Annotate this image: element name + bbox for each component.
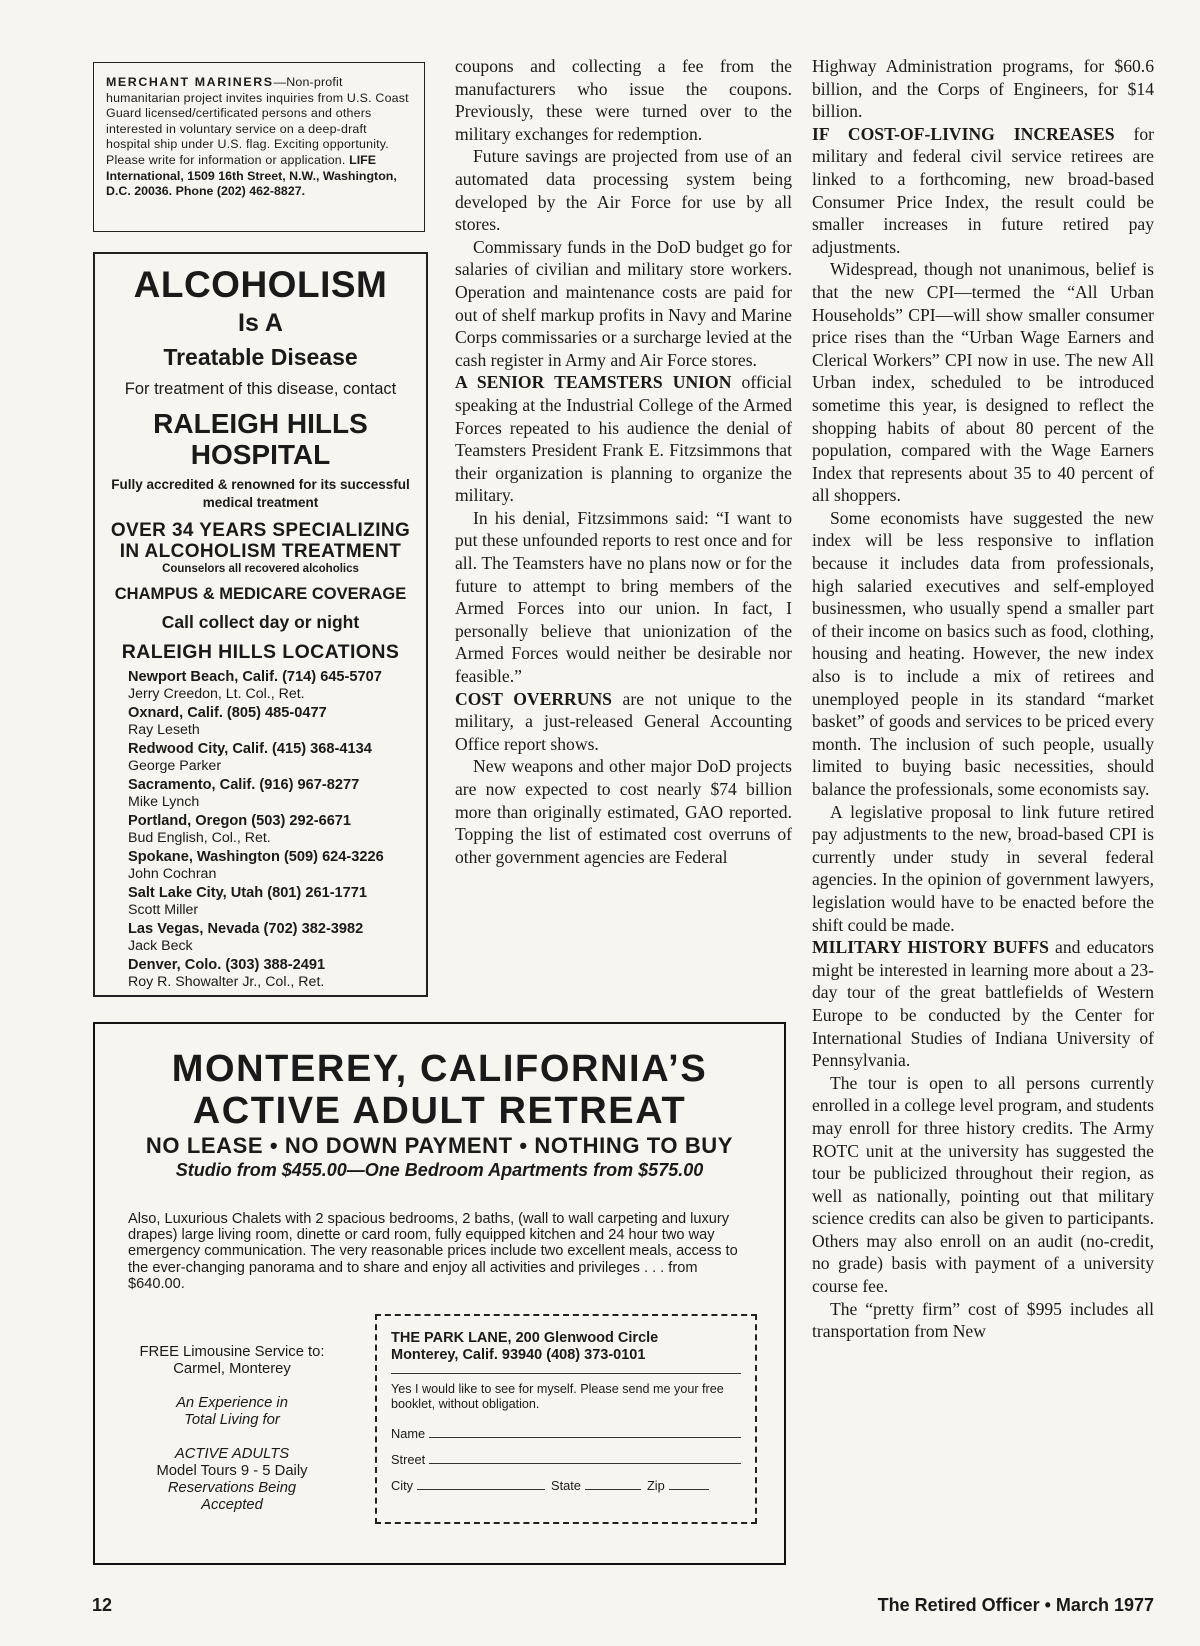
- tours-line: Model Tours 9 - 5 Daily: [156, 1463, 308, 1479]
- limo-line: Carmel, Monterey: [173, 1361, 291, 1377]
- article-paragraph: [455, 371, 792, 507]
- ad-title: ALCOHOLISM: [133, 264, 388, 305]
- active-adults: ACTIVE ADULTS: [174, 1446, 290, 1462]
- zip-blank[interactable]: [669, 1488, 709, 1490]
- paragraph-lead-in: A SENIOR TEAMSTERS UNION: [455, 372, 732, 393]
- street-blank[interactable]: [429, 1462, 741, 1464]
- ad-subtitle: Is A: [238, 309, 283, 337]
- location-city-phone: Las Vegas, Nevada (702) 382-3982: [128, 921, 364, 937]
- location-contact-person: Jack Beck: [128, 938, 193, 955]
- counselors-note: Counselors all recovered alcoholics: [162, 563, 359, 575]
- state-label: State: [551, 1478, 581, 1493]
- paragraph-text: are not unique to the military, a just-released General Accounting Office report shows.: [455, 688, 792, 754]
- alcoholism-ad: [93, 252, 428, 997]
- hospital-name-line: RALEIGH HILLS: [153, 408, 368, 439]
- locations-list: [128, 668, 416, 992]
- ad-terms: NO LEASE • NO DOWN PAYMENT • NOTHING TO BUY: [145, 1133, 734, 1158]
- street-field[interactable]: [391, 1451, 741, 1467]
- locations-heading: RALEIGH HILLS LOCATIONS: [121, 641, 400, 663]
- hospital-name-line: HOSPITAL: [190, 439, 331, 470]
- coupon-address-line: Monterey, Calif. 93940 (408) 373-0101: [391, 1347, 646, 1363]
- location-city-phone: Portland, Oregon (503) 292-6671: [128, 813, 352, 829]
- zip-label: Zip: [646, 1478, 665, 1493]
- location-contact-person: Mike Lynch: [128, 794, 200, 811]
- location-city-phone: Salt Lake City, Utah (801) 261-1771: [128, 885, 368, 901]
- contact-line: For treatment of this disease, contact: [124, 380, 397, 398]
- paragraph-text: coupons and collecting a fee from the manufacturers who issue the coupons. Previously, these were turned over to the military exchanges for redemption.: [455, 56, 792, 144]
- article-column-right: [812, 55, 1154, 1343]
- paragraph-text: and educators might be interested in learning more about a 23-day tour of the great battlefields of Western Europe to be conducted by the Center for International Studies of Indiana University of Pennsylvania.: [812, 937, 1154, 1071]
- merchant-mariners-ad: [93, 62, 425, 232]
- article-paragraph: [455, 755, 792, 868]
- location-contact-person: Roy R. Showalter Jr., Col., Ret.: [128, 974, 325, 991]
- location-city-phone: Oxnard, Calif. (805) 485-0477: [128, 705, 327, 721]
- location-city-phone: Sacramento, Calif. (916) 967-8277: [128, 777, 360, 793]
- reservations-line: Accepted: [201, 1497, 263, 1513]
- paragraph-text: Highway Administration programs, for $60.6 billion, and the Corps of Engineers, for $14 billion.: [812, 56, 1154, 122]
- street-label: Street: [391, 1452, 426, 1467]
- coupon-divider: [391, 1373, 741, 1374]
- location-city-phone: Redwood City, Calif. (415) 368-4134: [128, 741, 372, 757]
- limo-line: FREE Limousine Service to:: [139, 1344, 325, 1360]
- ad-text: —Non-profit humanitarian project invites inquiries from U.S. Coast Guard licensed/certificated persons and others interested in voluntary service on a deep-draft hospital ship under U.S. flag. Exciting opportunity. Please write for information or application.: [106, 75, 409, 167]
- magazine-issue: The Retired Officer • March 1977: [877, 1595, 1154, 1615]
- location-city-phone: Spokane, Washington (509) 624-3226: [128, 849, 384, 865]
- article-paragraph: [812, 55, 1154, 123]
- city-blank[interactable]: [417, 1488, 545, 1490]
- article-paragraph: [455, 236, 792, 372]
- hospital-name: [105, 408, 416, 470]
- location-contact-person: John Cochran: [128, 866, 217, 883]
- article-paragraph: [812, 123, 1154, 259]
- city-state-zip-field[interactable]: [391, 1477, 741, 1493]
- paragraph-text: Some economists have suggested the new index will be less responsive to inflation because it includes data from professionals, high salaried executives and self-employed businessmen, who usually spend a smaller part of their income on basics such as food, clothing, housing and heating. However, the new index also is to include a mix of retirees and unemployed people in its standard “market basket” of goods and services to be priced every month. The inclusion of such people, usually limited to buying basic necessities, should balance the professionals, some economists say.: [812, 507, 1154, 799]
- ad-sidebar-info: [117, 1344, 347, 1514]
- name-label: Name: [391, 1426, 426, 1441]
- city-label: City: [391, 1478, 414, 1493]
- page-number: 12: [92, 1595, 113, 1615]
- ad-prices: Studio from $455.00—One Bedroom Apartments from $575.00: [175, 1160, 704, 1180]
- article-paragraph: [455, 55, 792, 145]
- coupon-address-line: THE PARK LANE, 200 Glenwood Circle: [391, 1330, 659, 1346]
- reservations-line: Reservations Being: [167, 1480, 297, 1496]
- article-paragraph: [812, 258, 1154, 507]
- name-field[interactable]: [391, 1425, 741, 1441]
- paragraph-lead-in: IF COST-OF-LIVING INCREASES: [812, 123, 1115, 144]
- paragraph-text: official speaking at the Industrial College of the Armed Forces repeated to his audience the denial of Teamsters President Frank E. Fitzsimmons that their organization is planning to organize the military.: [455, 372, 792, 506]
- coupon-message: Yes I would like to see for myself. Please send me your free booklet, without obligation.: [391, 1382, 724, 1411]
- coupon-address: [391, 1330, 741, 1364]
- location-contact-person: Scott Miller: [128, 902, 199, 919]
- call-line: Call collect day or night: [161, 612, 360, 632]
- article-paragraph: [812, 1298, 1154, 1343]
- location-contact-person: George Parker: [128, 758, 222, 775]
- ad-body: Also, Luxurious Chalets with 2 spacious bedrooms, 2 baths, (wall to wall carpeting and luxury drapes) large living room, dinette or card room, fully equipped kitchen and 24 hour two way emergency communication. The very reasonable prices include two excellent meals, access to the ever-changing panorama and to share and enjoy all activities and privileges . . . from $640.00.: [128, 1211, 738, 1292]
- paragraph-text: for military and federal civil service retirees are linked to a forthcoming, new broad-based Consumer Price Index, the result could be smaller increases in future retired pay adjustments.: [812, 123, 1154, 257]
- mail-in-coupon: [375, 1314, 757, 1524]
- paragraph-text: Commissary funds in the DoD budget go for salaries of civilian and military store workers. Operation and maintenance costs are paid for out of shelf markup profits in Navy and Marine Corps commissaries or a surcharge levied at the cash register in Army and Air Force stores.: [455, 236, 792, 370]
- experience-line: An Experience in: [176, 1395, 288, 1411]
- coverage-line: CHAMPUS & MEDICARE COVERAGE: [114, 585, 407, 603]
- years-specializing: OVER 34 YEARS SPECIALIZING IN ALCOHOLISM TREATMENT: [110, 520, 411, 562]
- monterey-ad: [93, 1022, 786, 1565]
- article-paragraph: [455, 507, 792, 688]
- paragraph-text: The “pretty firm” cost of $995 includes all transportation from New: [812, 1298, 1154, 1342]
- ad-heading: MERCHANT MARINERS: [106, 75, 274, 89]
- paragraph-text: Future savings are projected from use of an automated data processing system being developed by the Air Force for use by all stores.: [455, 146, 792, 235]
- article-paragraph: [812, 801, 1154, 937]
- location-city-phone: Denver, Colo. (303) 388-2491: [128, 957, 326, 973]
- paragraph-text: In his denial, Fitzsimmons said: “I want to put these unfounded reports to rest once and for all. The Teamsters have no plans now or for the future to attempt to bring members of the Armed Forces into our union. In fact, I personally believe that unionization of the Armed Forces would neither be desirable nor feasible.”: [455, 507, 792, 687]
- article-paragraph: [455, 688, 792, 756]
- ad-contact: LIFE International, 1509 16th Street, N.W., Washington, D.C. 20036. Phone (202) 462-8827.: [106, 152, 397, 199]
- location-city-phone: Newport Beach, Calif. (714) 645-5707: [128, 669, 382, 685]
- paragraph-text: The tour is open to all persons currently enrolled in a college level program, and students may enroll for three history credits. The Army ROTC unit at the university has suggested the tour be publicized throughout their region, as well as nationally, pointing out that military science credits can also be given to participants. Others may also enroll on an audit (no-credit, no grade) basis with payment of a university course fee.: [812, 1072, 1154, 1297]
- article-column-middle: [455, 55, 792, 868]
- name-blank[interactable]: [429, 1436, 741, 1438]
- accreditation-text: Fully accredited & renowned for its successful medical treatment: [111, 477, 410, 510]
- location-contact-person: Jerry Creedon, Lt. Col., Ret.: [128, 686, 305, 703]
- experience-line: Total Living for: [184, 1412, 280, 1428]
- article-paragraph: [812, 936, 1154, 1072]
- ad-headline: MONTEREY, CALIFORNIA’S: [171, 1048, 708, 1090]
- ad-headline: ACTIVE ADULT RETREAT: [192, 1090, 687, 1132]
- paragraph-text: A legislative proposal to link future retired pay adjustments to the new, broad-based CPI is currently under study in several federal agencies. In the opinion of government lawyers, legislation would have to be enacted before the shift could be made.: [812, 801, 1154, 935]
- paragraph-text: Widespread, though not unanimous, belief is that the new CPI—termed the “All Urban Households” CPI—will show smaller consumer price rises than the “Urban Wage Earners and Clerical Workers” CPI now in use. The new All Urban index, scheduled to be introduced sometime this year, is designed to reflect the shopping habits of about 80 percent of the population, compared with the Wage Earners Index that represents about 35 to 40 percent of all shoppers.: [812, 259, 1154, 506]
- paragraph-lead-in: MILITARY HISTORY BUFFS: [812, 937, 1049, 958]
- article-paragraph: [812, 1072, 1154, 1298]
- paragraph-text: New weapons and other major DoD projects are now expected to cost nearly $74 billion more than originally estimated, GAO reported. Topping the list of estimated cost overruns of other government agencies are Federal: [455, 756, 792, 867]
- ad-subtitle: Treatable Disease: [163, 344, 358, 370]
- article-paragraph: [455, 145, 792, 235]
- location-contact-person: Ray Leseth: [128, 722, 200, 739]
- paragraph-lead-in: COST OVERRUNS: [455, 688, 612, 709]
- state-blank[interactable]: [585, 1488, 641, 1490]
- article-paragraph: [812, 507, 1154, 801]
- location-contact-person: Bud English, Col., Ret.: [128, 830, 271, 847]
